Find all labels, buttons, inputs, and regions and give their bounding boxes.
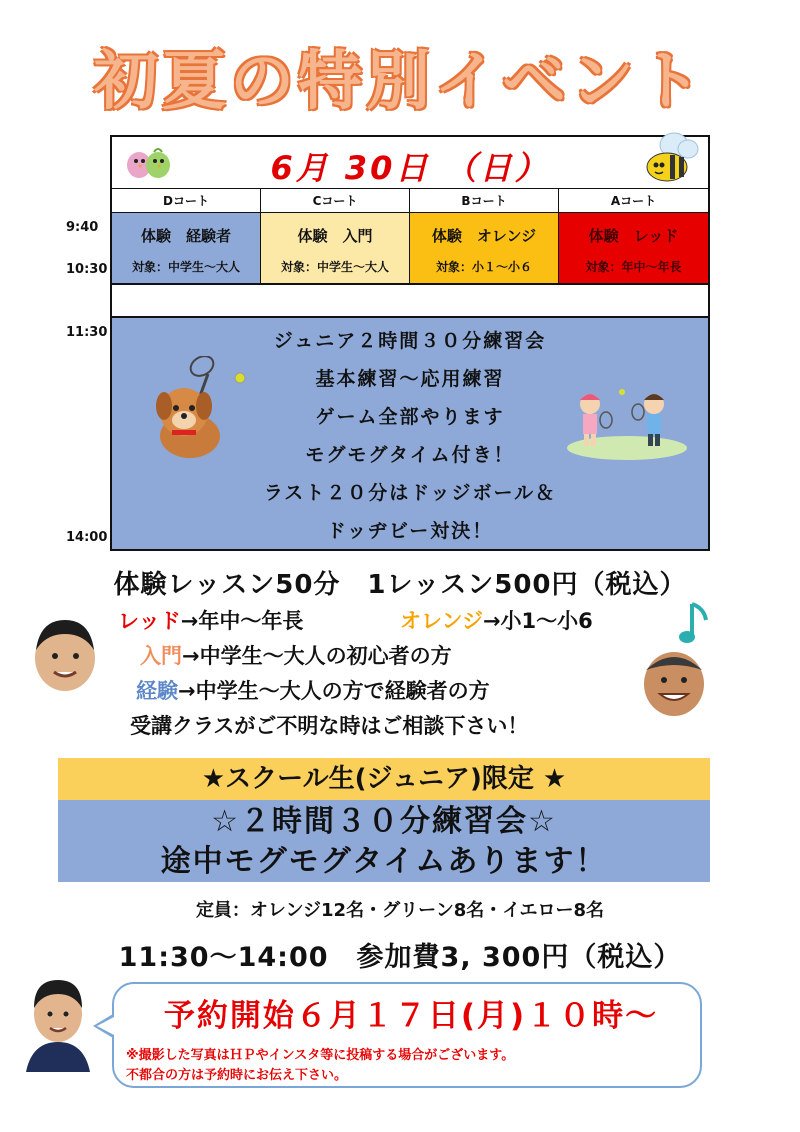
schedule-table [110, 135, 710, 551]
kids-tennis-icon [562, 382, 692, 462]
time-fee-info: 11:30～14:00 参加費3, 300円（税込） [118, 942, 682, 973]
date-row [112, 137, 708, 189]
junior-line: ドッヂビー対決！ [326, 520, 494, 542]
court-a-header: Aコート [610, 194, 657, 208]
page-title: 初夏の特別イベント [94, 45, 706, 119]
coach-face-icon [22, 978, 94, 1072]
lesson-target: 対象：中学生～大人 [131, 260, 240, 274]
exp-desc: →中学生～大人の方で経験者の方 [178, 679, 490, 703]
court-header-row [112, 189, 708, 213]
coach-face-icon [640, 648, 708, 718]
event-date: 6月 30日 （日） [270, 149, 550, 187]
time-label: 9:40 [66, 220, 99, 235]
court-b-header: Bコート [410, 189, 559, 213]
lesson-name: 体験 入門 [297, 227, 373, 245]
orange-label: オレンジ [400, 609, 483, 633]
court-c-header: Cコート [261, 189, 410, 213]
music-note-icon [678, 600, 712, 646]
practice-title: ☆２時間３０分練習会☆ [211, 804, 557, 839]
junior-line: ラスト２０分はドッジボール＆ [263, 482, 557, 504]
junior-line: ジュニア２時間３０分練習会 [273, 330, 547, 352]
class-guide-line [136, 675, 490, 705]
break-row [112, 285, 708, 318]
bee-icon [632, 127, 702, 187]
bubble-tail-inner [97, 1017, 114, 1035]
red-desc: →年中～年長 [180, 609, 304, 633]
class-guide-line [140, 640, 452, 670]
lesson-target: 対象：小１～小６ [435, 260, 532, 274]
consult-note: 受講クラスがご不明な時はご相談下さい！ [130, 714, 529, 738]
school-only-banner: ★スクール生(ジュニア)限定 ★ [58, 758, 710, 800]
time-label: 10:30 [66, 262, 108, 277]
lesson-target: 対象：年中～年長 [585, 260, 682, 274]
junior-line: モグモグタイム付き！ [305, 444, 515, 466]
photo-note: 不都合の方は予約時にお伝え下さい。 [126, 1068, 348, 1083]
junior-practice-block [112, 318, 708, 549]
dog-tennis-icon [142, 356, 252, 466]
junior-line: ゲーム全部やります [315, 406, 505, 428]
lesson-court-c [261, 213, 410, 283]
capacity-info: 定員：オレンジ12名・グリーン8名・イエロー8名 [195, 900, 605, 921]
exp-label: 経験 [136, 679, 178, 703]
class-guide-line [118, 605, 303, 635]
court-d-header: Dコート [112, 189, 261, 213]
lesson-name: 体験 レッド [588, 227, 679, 245]
intro-desc: →中学生～大人の初心者の方 [182, 644, 452, 668]
class-guide-line [400, 605, 593, 635]
red-label: レッド [118, 609, 181, 633]
junior-line: 基本練習～応用練習 [315, 368, 505, 390]
lesson-court-d [112, 213, 261, 283]
practice-banner [58, 800, 710, 882]
lesson-court-b [410, 213, 559, 283]
lesson-court-a [559, 213, 708, 283]
lesson-row [112, 213, 708, 285]
coach-face-icon [30, 618, 100, 692]
photo-note: ※撮影した写真はＨＰやインスタ等に投稿する場合がございます。 [126, 1048, 515, 1063]
time-label: 11:30 [66, 325, 108, 340]
time-label: 14:00 [66, 530, 108, 545]
reservation-start: 予約開始６月１７日(月)１０時～ [163, 998, 659, 1034]
practice-subtitle: 途中モグモグタイムあります！ [160, 844, 608, 879]
lesson-name: 体験 オレンジ [431, 227, 537, 245]
intro-label: 入門 [140, 644, 182, 668]
lesson-target: 対象：中学生～大人 [280, 260, 389, 274]
trial-price: 体験レッスン50分 1レッスン500円（税込） [113, 570, 687, 600]
lesson-name: 体験 経験者 [140, 227, 231, 245]
orange-desc: →小1～小6 [482, 609, 593, 633]
